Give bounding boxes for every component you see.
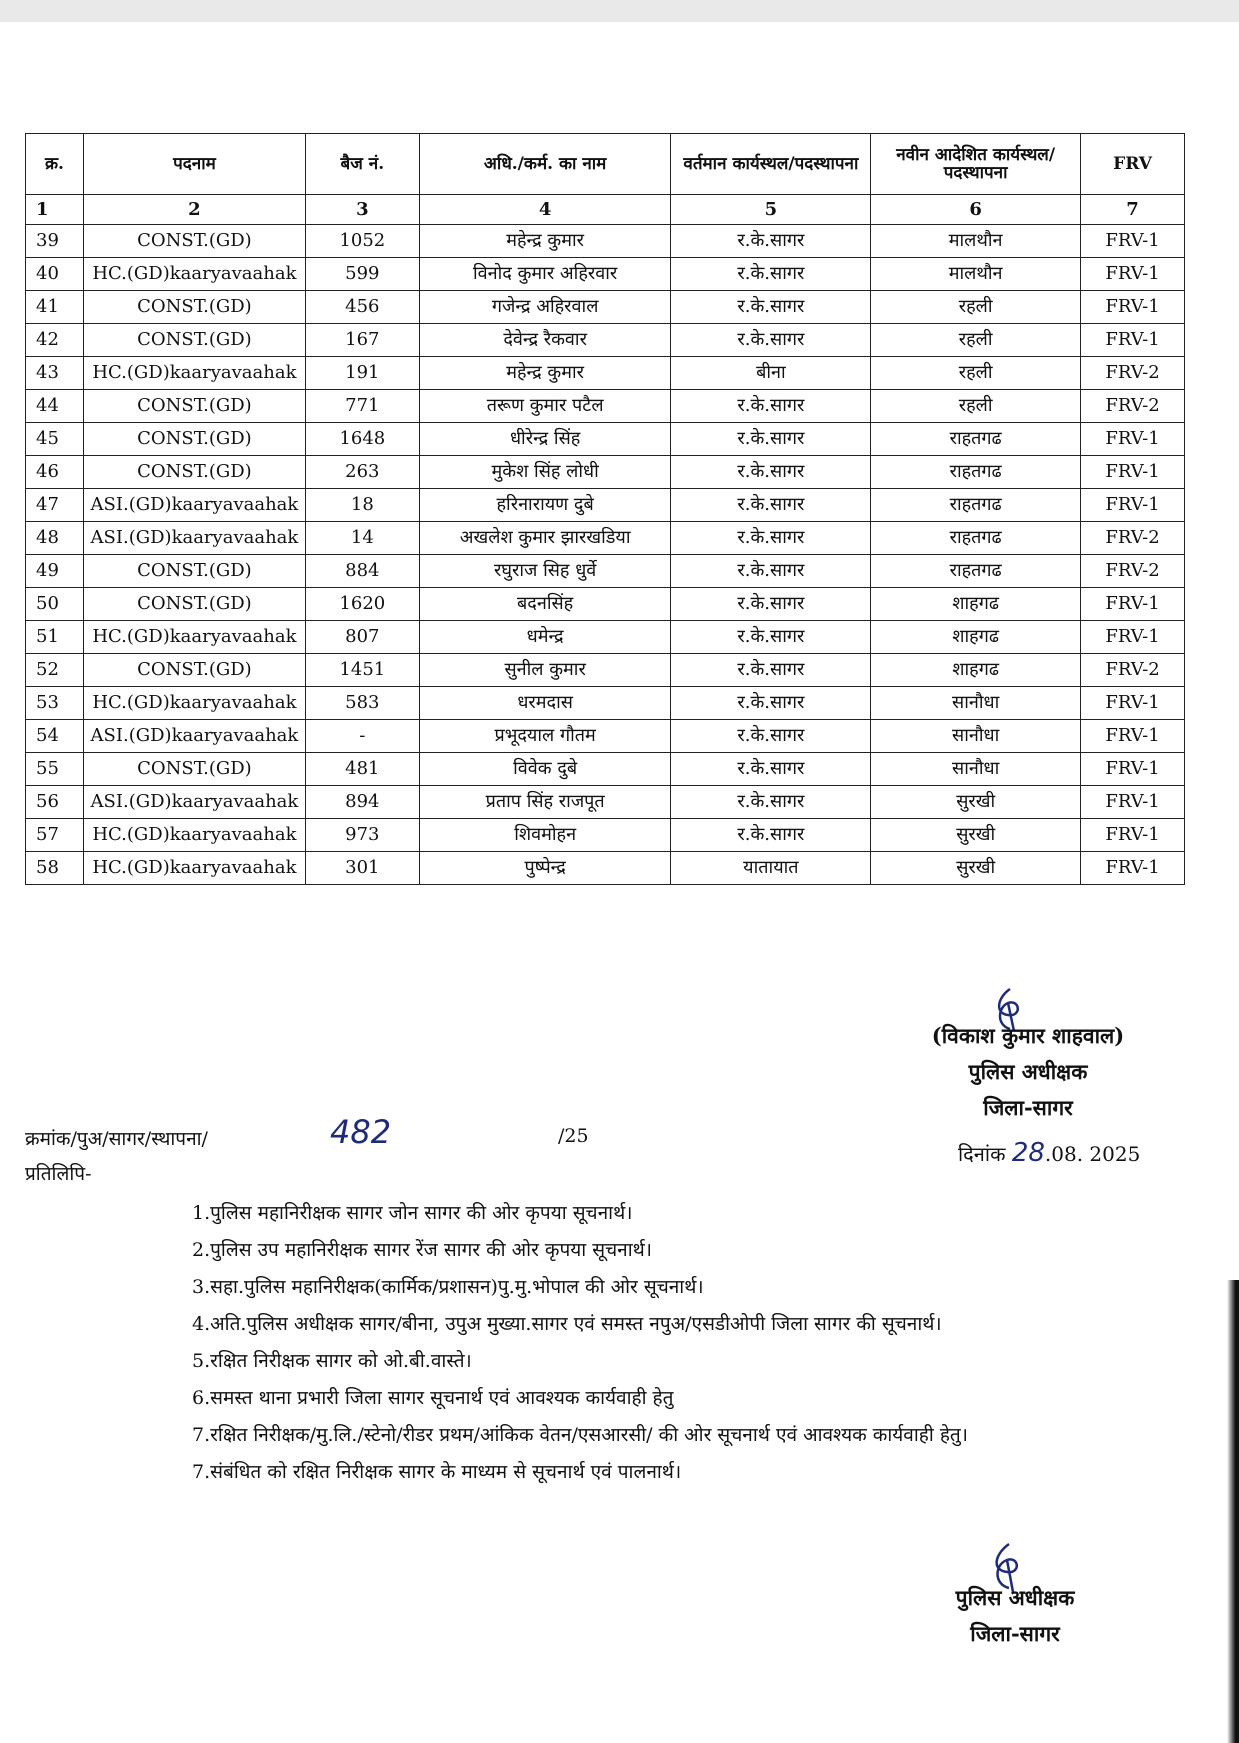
cell-designation: CONST.(GD) [83,291,305,324]
cell-employee-name: हरिनारायण दुबे [419,489,671,522]
distribution-item: 1.पुलिस महानिरीक्षक सागर जोन सागर की ओर कृपया सूचनार्थ। [192,1202,633,1224]
table-row [26,819,1185,852]
cell-employee-name: पुष्पेन्द्र [419,852,671,885]
cell-badge-no: 14 [305,522,419,555]
cell-badge-no: 167 [305,324,419,357]
cell-serial: 56 [26,786,84,819]
cell-current-posting: र.के.सागर [671,555,871,588]
cell-frv: FRV-1 [1081,852,1185,885]
cell-badge-no: 191 [305,357,419,390]
cell-serial: 43 [26,357,84,390]
cell-employee-name: शिवमोहन [419,819,671,852]
col-number: 3 [305,195,419,225]
table-row [26,852,1185,885]
cell-frv: FRV-1 [1081,720,1185,753]
cell-new-posting: शाहगढ [871,621,1081,654]
date-suffix: .08. 2025 [1044,1142,1141,1166]
cell-frv: FRV-1 [1081,753,1185,786]
cell-badge-no: 1620 [305,588,419,621]
cell-current-posting: र.के.सागर [671,654,871,687]
cell-badge-no: 263 [305,456,419,489]
cell-employee-name: महेन्द्र कुमार [419,357,671,390]
cell-frv: FRV-2 [1081,522,1185,555]
cell-badge-no: 481 [305,753,419,786]
cell-designation: CONST.(GD) [83,390,305,423]
cell-current-posting: बीना [671,357,871,390]
cell-designation: CONST.(GD) [83,654,305,687]
cell-badge-no: 583 [305,687,419,720]
cell-frv: FRV-1 [1081,423,1185,456]
cell-serial: 54 [26,720,84,753]
cell-current-posting: र.के.सागर [671,522,871,555]
cell-designation: ASI.(GD)kaaryavaahak [83,522,305,555]
cell-current-posting: र.के.सागर [671,687,871,720]
cell-designation: ASI.(GD)kaaryavaahak [83,489,305,522]
cell-new-posting: शाहगढ [871,654,1081,687]
distribution-item: 3.सहा.पुलिस महानिरीक्षक(कार्मिक/प्रशासन)पु.मु.भोपाल की ओर सूचनार्थ। [192,1276,704,1298]
cell-designation: HC.(GD)kaaryavaahak [83,687,305,720]
table-row [26,720,1185,753]
cell-designation: HC.(GD)kaaryavaahak [83,621,305,654]
cell-serial: 53 [26,687,84,720]
cell-current-posting: र.के.सागर [671,258,871,291]
col-number: 1 [26,195,84,225]
cell-serial: 51 [26,621,84,654]
cell-employee-name: गजेन्द्र अहिरवाल [419,291,671,324]
cell-employee-name: धमेन्द्र [419,621,671,654]
cell-frv: FRV-1 [1081,225,1185,258]
cell-new-posting: राहतगढ [871,489,1081,522]
table-row [26,291,1185,324]
cell-serial: 49 [26,555,84,588]
col-number: 6 [871,195,1081,225]
distribution-item: 2.पुलिस उप महानिरीक्षक सागर रेंज सागर की ओर कृपया सूचनार्थ। [192,1239,652,1261]
cell-new-posting: राहतगढ [871,423,1081,456]
cell-serial: 55 [26,753,84,786]
cell-designation: ASI.(GD)kaaryavaahak [83,786,305,819]
cell-badge-no: 771 [305,390,419,423]
order-number-handwritten: 482 [330,1113,392,1151]
table-row [26,753,1185,786]
distribution-item: 7.रक्षित निरीक्षक/मु.लि./स्टेनो/रीडर प्रथम/आंकिक वेतन/एसआरसी/ की ओर सूचनार्थ एवं आवश्यक कार्यवाही हेतु। [192,1424,968,1446]
table-row [26,423,1185,456]
distribution-item: 5.रक्षित निरीक्षक सागर को ओ.बी.वास्ते। [192,1350,472,1372]
signatory-district: जिला-सागर [983,1095,1073,1120]
col-number: 4 [419,195,671,225]
cell-current-posting: र.के.सागर [671,588,871,621]
header-new-posting: नवीन आदेशित कार्यस्थल/पदस्थापना [871,134,1081,195]
cell-new-posting: सानौधा [871,687,1081,720]
cell-new-posting: सानौधा [871,720,1081,753]
footer-signatory-block [935,1580,1095,1652]
table-row [26,390,1185,423]
distribution-item: 7.संबंधित को रक्षित निरीक्षक सागर के माध्यम से सूचनार्थ एवं पालनार्थ। [192,1461,682,1483]
cell-designation: CONST.(GD) [83,225,305,258]
cell-new-posting: सानौधा [871,753,1081,786]
cell-frv: FRV-2 [1081,555,1185,588]
table-row [26,324,1185,357]
date-line [958,1138,1140,1168]
cell-current-posting: र.के.सागर [671,753,871,786]
order-year: /25 [558,1125,589,1147]
date-day-handwritten: 28 [1011,1138,1045,1168]
cell-employee-name: विनोद कुमार अहिरवार [419,258,671,291]
order-number-line [25,1113,589,1151]
table-row [26,225,1185,258]
cell-current-posting: र.के.सागर [671,324,871,357]
table-row [26,555,1185,588]
cell-badge-no: 894 [305,786,419,819]
table-row [26,357,1185,390]
cell-serial: 42 [26,324,84,357]
cell-new-posting: मालथौन [871,225,1081,258]
cell-serial: 39 [26,225,84,258]
cell-badge-no: 807 [305,621,419,654]
header-serial: क्र. [26,134,84,195]
table-row [26,258,1185,291]
header-employee-name: अधि./कर्म. का नाम [419,134,671,195]
cell-designation: ASI.(GD)kaaryavaahak [83,720,305,753]
cell-current-posting: र.के.सागर [671,423,871,456]
cell-badge-no: 884 [305,555,419,588]
cell-new-posting: मालथौन [871,258,1081,291]
cell-designation: HC.(GD)kaaryavaahak [83,357,305,390]
table-row [26,621,1185,654]
cell-frv: FRV-1 [1081,291,1185,324]
footer-designation: पुलिस अधीक्षक [955,1585,1075,1610]
cell-current-posting: र.के.सागर [671,786,871,819]
cell-current-posting: यातायात [671,852,871,885]
cell-new-posting: राहतगढ [871,456,1081,489]
cell-new-posting: रहली [871,291,1081,324]
cell-new-posting: सुरखी [871,786,1081,819]
cell-serial: 57 [26,819,84,852]
cell-designation: CONST.(GD) [83,753,305,786]
cell-serial: 47 [26,489,84,522]
cell-employee-name: मुकेश सिंह लोधी [419,456,671,489]
column-number-row [26,195,1185,225]
cell-serial: 58 [26,852,84,885]
cell-new-posting: सुरखी [871,819,1081,852]
cell-employee-name: रघुराज सिह धुर्वे [419,555,671,588]
cell-employee-name: महेन्द्र कुमार [419,225,671,258]
cell-employee-name: धीरेन्द्र सिंह [419,423,671,456]
cell-new-posting: शाहगढ [871,588,1081,621]
cell-current-posting: र.के.सागर [671,456,871,489]
cell-serial: 44 [26,390,84,423]
signatory-designation: पुलिस अधीक्षक [968,1059,1088,1084]
cell-frv: FRV-2 [1081,654,1185,687]
cell-designation: CONST.(GD) [83,588,305,621]
cell-designation: CONST.(GD) [83,423,305,456]
cell-frv: FRV-1 [1081,588,1185,621]
signatory-block [898,1018,1158,1126]
table-row [26,456,1185,489]
table-row [26,588,1185,621]
cell-employee-name: विवेक दुबे [419,753,671,786]
cell-frv: FRV-1 [1081,324,1185,357]
cell-current-posting: र.के.सागर [671,621,871,654]
header-frv: FRV [1081,134,1185,195]
cell-employee-name: प्रभूदयाल गौतम [419,720,671,753]
cell-serial: 48 [26,522,84,555]
cell-current-posting: र.के.सागर [671,819,871,852]
cell-badge-no: - [305,720,419,753]
header-designation: पदनाम [83,134,305,195]
cell-frv: FRV-2 [1081,357,1185,390]
cell-badge-no: 1451 [305,654,419,687]
cell-new-posting: रहली [871,357,1081,390]
cell-new-posting: रहली [871,324,1081,357]
cell-badge-no: 456 [305,291,419,324]
cell-new-posting: राहतगढ [871,522,1081,555]
cell-serial: 46 [26,456,84,489]
cell-badge-no: 599 [305,258,419,291]
footer-district: जिला-सागर [970,1621,1060,1646]
cell-new-posting: रहली [871,390,1081,423]
cell-badge-no: 301 [305,852,419,885]
cell-badge-no: 1648 [305,423,419,456]
table-row [26,786,1185,819]
transfer-table [25,133,1185,885]
cell-new-posting: राहतगढ [871,555,1081,588]
cell-serial: 50 [26,588,84,621]
cell-employee-name: तरूण कुमार पटैल [419,390,671,423]
cell-new-posting: सुरखी [871,852,1081,885]
cell-designation: CONST.(GD) [83,456,305,489]
top-bar [0,0,1239,22]
cell-designation: HC.(GD)kaaryavaahak [83,258,305,291]
cell-frv: FRV-1 [1081,621,1185,654]
cell-serial: 52 [26,654,84,687]
cell-current-posting: र.के.सागर [671,720,871,753]
col-number: 7 [1081,195,1185,225]
table-row [26,522,1185,555]
cell-frv: FRV-2 [1081,390,1185,423]
cell-current-posting: र.के.सागर [671,390,871,423]
cell-current-posting: र.के.सागर [671,225,871,258]
cell-badge-no: 973 [305,819,419,852]
header-current-posting: वर्तमान कार्यस्थल/पदस्थापना [671,134,871,195]
cell-employee-name: सुनील कुमार [419,654,671,687]
cell-badge-no: 18 [305,489,419,522]
cell-frv: FRV-1 [1081,489,1185,522]
cell-employee-name: अखलेश कुमार झारखडिया [419,522,671,555]
table-row [26,489,1185,522]
table-row [26,654,1185,687]
distribution-item: 4.अति.पुलिस अधीक्षक सागर/बीना, उपुअ मुख्या.सागर एवं समस्त नपुअ/एसडीओपी जिला सागर की सूचनार्थ। [192,1313,942,1335]
cell-serial: 40 [26,258,84,291]
order-prefix: क्रमांक/पुअ/सागर/स्थापना/ [25,1128,208,1150]
cell-employee-name: देवेन्द्र रैकवार [419,324,671,357]
cell-current-posting: र.के.सागर [671,489,871,522]
copy-label: प्रतिलिपि- [25,1163,92,1185]
cell-current-posting: र.के.सागर [671,291,871,324]
cell-serial: 41 [26,291,84,324]
cell-designation: CONST.(GD) [83,324,305,357]
date-prefix: दिनांक [958,1142,1006,1166]
col-number: 5 [671,195,871,225]
cell-serial: 45 [26,423,84,456]
signatory-name: (विकाश कुमार शाहवाल) [931,1023,1125,1048]
cell-frv: FRV-1 [1081,687,1185,720]
scan-edge-shadow [1227,1280,1239,1743]
distribution-list [192,1195,968,1491]
header-badge-no: बैज नं. [305,134,419,195]
cell-employee-name: प्रताप सिंह राजपूत [419,786,671,819]
table-header-row [26,134,1185,195]
cell-designation: HC.(GD)kaaryavaahak [83,819,305,852]
distribution-item: 6.समस्त थाना प्रभारी जिला सागर सूचनार्थ एवं आवश्यक कार्यवाही हेतु [192,1387,674,1409]
cell-frv: FRV-1 [1081,819,1185,852]
cell-employee-name: बदनसिंह [419,588,671,621]
cell-employee-name: धरमदास [419,687,671,720]
cell-frv: FRV-1 [1081,258,1185,291]
cell-frv: FRV-1 [1081,786,1185,819]
cell-designation: HC.(GD)kaaryavaahak [83,852,305,885]
cell-designation: CONST.(GD) [83,555,305,588]
cell-badge-no: 1052 [305,225,419,258]
cell-frv: FRV-1 [1081,456,1185,489]
table-row [26,687,1185,720]
col-number: 2 [83,195,305,225]
